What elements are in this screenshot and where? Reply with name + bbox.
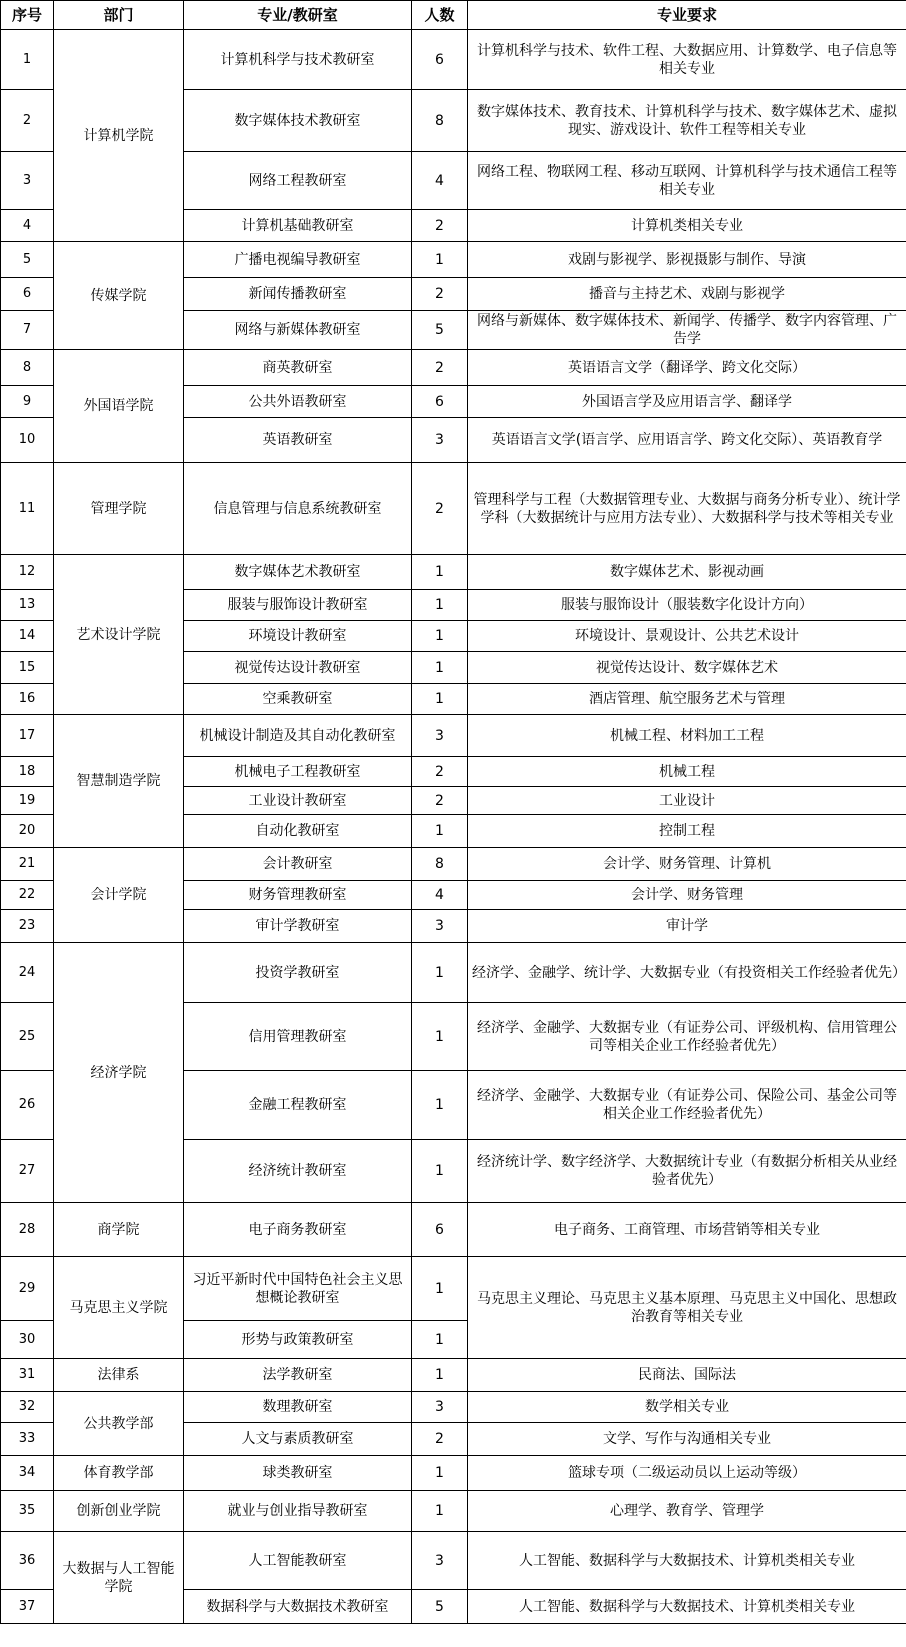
row-seq: 21 (1, 848, 54, 881)
row-room: 数理教研室 (184, 1392, 412, 1423)
row-count: 1 (412, 1456, 468, 1491)
row-req: 工业设计 (468, 787, 906, 815)
row-room: 广播电视编导教研室 (184, 242, 412, 278)
row-seq: 35 (1, 1491, 54, 1532)
row-seq: 14 (1, 621, 54, 652)
row-count: 3 (412, 1532, 468, 1590)
table-row (1, 30, 906, 90)
row-seq: 31 (1, 1359, 54, 1392)
row-seq: 18 (1, 757, 54, 787)
row-seq: 32 (1, 1392, 54, 1423)
row-req: 机械工程、材料加工工程 (468, 715, 906, 757)
table-row (1, 1359, 906, 1392)
row-room: 视觉传达设计教研室 (184, 652, 412, 684)
row-seq: 8 (1, 350, 54, 386)
row-count: 5 (412, 311, 468, 350)
row-count: 2 (412, 1423, 468, 1456)
row-seq: 10 (1, 418, 54, 463)
row-req: 管理科学与工程（大数据管理专业、大数据与商务分析专业）、统计学学科（大数据统计与应用方法专业）、大数据科学与技术等相关专业 (468, 463, 906, 555)
row-dept: 管理学院 (54, 463, 184, 555)
row-room: 计算机基础教研室 (184, 210, 412, 242)
row-room: 投资学教研室 (184, 943, 412, 1003)
row-req: 文学、写作与沟通相关专业 (468, 1423, 906, 1456)
row-seq: 20 (1, 815, 54, 848)
row-count: 2 (412, 787, 468, 815)
row-room: 金融工程教研室 (184, 1071, 412, 1140)
row-dept: 会计学院 (54, 848, 184, 943)
row-count: 1 (412, 590, 468, 621)
table-row (1, 242, 906, 278)
row-count: 1 (412, 943, 468, 1003)
row-seq: 22 (1, 881, 54, 910)
row-count: 6 (412, 30, 468, 90)
row-dept: 外国语学院 (54, 350, 184, 463)
row-req: 英语语言文学(语言学、应用语言学、跨文化交际）、英语教育学 (468, 418, 906, 463)
row-count: 3 (412, 1392, 468, 1423)
row-room: 信息管理与信息系统教研室 (184, 463, 412, 555)
row-seq: 28 (1, 1203, 54, 1257)
row-count: 5 (412, 1590, 468, 1624)
row-room: 球类教研室 (184, 1456, 412, 1491)
row-req: 马克思主义理论、马克思主义基本原理、马克思主义中国化、思想政治教育等相关专业 (468, 1257, 906, 1359)
row-req: 人工智能、数据科学与大数据技术、计算机类相关专业 (468, 1590, 906, 1624)
header-count: 人数 (412, 1, 468, 30)
table-row (1, 715, 906, 757)
row-room: 就业与创业指导教研室 (184, 1491, 412, 1532)
row-req: 电子商务、工商管理、市场营销等相关专业 (468, 1203, 906, 1257)
row-dept: 智慧制造学院 (54, 715, 184, 848)
header-seq: 序号 (1, 1, 54, 30)
row-room: 会计教研室 (184, 848, 412, 881)
row-count: 1 (412, 1003, 468, 1071)
row-room: 财务管理教研室 (184, 881, 412, 910)
row-room: 工业设计教研室 (184, 787, 412, 815)
row-seq: 24 (1, 943, 54, 1003)
row-count: 8 (412, 90, 468, 152)
row-count: 1 (412, 555, 468, 590)
row-room: 网络与新媒体教研室 (184, 311, 412, 350)
row-room: 法学教研室 (184, 1359, 412, 1392)
row-count: 1 (412, 1071, 468, 1140)
row-count: 1 (412, 242, 468, 278)
row-count: 2 (412, 757, 468, 787)
table-row (1, 1392, 906, 1423)
row-room: 电子商务教研室 (184, 1203, 412, 1257)
row-dept: 商学院 (54, 1203, 184, 1257)
row-req: 戏剧与影视学、影视摄影与制作、导演 (468, 242, 906, 278)
row-req: 经济学、金融学、大数据专业（有证券公司、保险公司、基金公司等相关企业工作经验者优先） (468, 1071, 906, 1140)
row-seq: 27 (1, 1140, 54, 1203)
row-req: 人工智能、数据科学与大数据技术、计算机类相关专业 (468, 1532, 906, 1590)
row-dept: 法律系 (54, 1359, 184, 1392)
row-req: 服装与服饰设计（服装数字化设计方向） (468, 590, 906, 621)
row-seq: 33 (1, 1423, 54, 1456)
row-room: 环境设计教研室 (184, 621, 412, 652)
row-req: 审计学 (468, 910, 906, 943)
row-count: 1 (412, 684, 468, 715)
row-count: 1 (412, 815, 468, 848)
row-count: 4 (412, 152, 468, 210)
row-dept: 马克思主义学院 (54, 1257, 184, 1359)
row-req: 英语语言文学（翻译学、跨文化交际） (468, 350, 906, 386)
row-dept: 经济学院 (54, 943, 184, 1203)
row-dept: 创新创业学院 (54, 1491, 184, 1532)
row-seq: 25 (1, 1003, 54, 1071)
row-count: 3 (412, 418, 468, 463)
row-seq: 13 (1, 590, 54, 621)
table-row (1, 1456, 906, 1491)
row-count: 2 (412, 350, 468, 386)
row-req: 外国语言学及应用语言学、翻译学 (468, 386, 906, 418)
row-count: 1 (412, 1491, 468, 1532)
row-count: 1 (412, 1321, 468, 1359)
table-row (1, 1491, 906, 1532)
row-count: 8 (412, 848, 468, 881)
header-dept: 部门 (54, 1, 184, 30)
row-room: 自动化教研室 (184, 815, 412, 848)
table-row (1, 350, 906, 386)
row-seq: 23 (1, 910, 54, 943)
row-room: 英语教研室 (184, 418, 412, 463)
table-row (1, 463, 906, 555)
row-seq: 36 (1, 1532, 54, 1590)
row-dept: 体育教学部 (54, 1456, 184, 1491)
header-req: 专业要求 (468, 1, 906, 30)
row-req: 会计学、财务管理 (468, 881, 906, 910)
row-count: 1 (412, 1359, 468, 1392)
row-req: 机械工程 (468, 757, 906, 787)
row-room: 人文与素质教研室 (184, 1423, 412, 1456)
table-row (1, 943, 906, 1003)
row-seq: 6 (1, 278, 54, 311)
row-req: 计算机科学与技术、软件工程、大数据应用、计算数学、电子信息等相关专业 (468, 30, 906, 90)
row-req: 视觉传达设计、数字媒体艺术 (468, 652, 906, 684)
row-dept: 大数据与人工智能学院 (54, 1532, 184, 1624)
table-row (1, 1203, 906, 1257)
row-req: 经济学、金融学、大数据专业（有证券公司、评级机构、信用管理公司等相关企业工作经验者优先） (468, 1003, 906, 1071)
row-room: 形势与政策教研室 (184, 1321, 412, 1359)
row-count: 1 (412, 621, 468, 652)
row-count: 2 (412, 278, 468, 311)
row-seq: 16 (1, 684, 54, 715)
row-room: 经济统计教研室 (184, 1140, 412, 1203)
row-seq: 2 (1, 90, 54, 152)
row-room: 机械设计制造及其自动化教研室 (184, 715, 412, 757)
row-room: 公共外语教研室 (184, 386, 412, 418)
row-room: 习近平新时代中国特色社会主义思想概论教研室 (184, 1257, 412, 1321)
row-seq: 1 (1, 30, 54, 90)
header-room: 专业/教研室 (184, 1, 412, 30)
table-row (1, 1257, 906, 1321)
row-room: 审计学教研室 (184, 910, 412, 943)
row-room: 计算机科学与技术教研室 (184, 30, 412, 90)
row-req: 篮球专项（二级运动员以上运动等级） (468, 1456, 906, 1491)
row-req: 网络与新媒体、数字媒体技术、新闻学、传播学、数字内容管理、广告学 (468, 311, 906, 350)
row-req: 经济统计学、数字经济学、大数据统计专业（有数据分析相关从业经验者优先） (468, 1140, 906, 1203)
row-count: 2 (412, 463, 468, 555)
row-count: 3 (412, 910, 468, 943)
row-seq: 5 (1, 242, 54, 278)
row-req: 数字媒体艺术、影视动画 (468, 555, 906, 590)
row-room: 新闻传播教研室 (184, 278, 412, 311)
table-row (1, 1532, 906, 1590)
row-req: 经济学、金融学、统计学、大数据专业（有投资相关工作经验者优先） (468, 943, 906, 1003)
row-count: 1 (412, 652, 468, 684)
row-seq: 34 (1, 1456, 54, 1491)
row-room: 服装与服饰设计教研室 (184, 590, 412, 621)
table-row (1, 848, 906, 881)
row-req: 心理学、教育学、管理学 (468, 1491, 906, 1532)
row-seq: 11 (1, 463, 54, 555)
row-req: 民商法、国际法 (468, 1359, 906, 1392)
row-seq: 29 (1, 1257, 54, 1321)
row-room: 空乘教研室 (184, 684, 412, 715)
row-seq: 7 (1, 311, 54, 350)
row-count: 6 (412, 1203, 468, 1257)
row-dept: 艺术设计学院 (54, 555, 184, 715)
row-room: 数字媒体艺术教研室 (184, 555, 412, 590)
row-seq: 15 (1, 652, 54, 684)
row-count: 2 (412, 210, 468, 242)
row-count: 1 (412, 1257, 468, 1321)
row-room: 数字媒体技术教研室 (184, 90, 412, 152)
row-seq: 26 (1, 1071, 54, 1140)
row-dept: 计算机学院 (54, 30, 184, 242)
row-req: 会计学、财务管理、计算机 (468, 848, 906, 881)
row-seq: 9 (1, 386, 54, 418)
row-seq: 12 (1, 555, 54, 590)
row-room: 人工智能教研室 (184, 1532, 412, 1590)
row-dept: 公共教学部 (54, 1392, 184, 1456)
row-req: 播音与主持艺术、戏剧与影视学 (468, 278, 906, 311)
row-room: 机械电子工程教研室 (184, 757, 412, 787)
row-count: 6 (412, 386, 468, 418)
row-seq: 3 (1, 152, 54, 210)
row-room: 商英教研室 (184, 350, 412, 386)
row-count: 1 (412, 1140, 468, 1203)
row-room: 数据科学与大数据技术教研室 (184, 1590, 412, 1624)
row-req: 环境设计、景观设计、公共艺术设计 (468, 621, 906, 652)
row-count: 3 (412, 715, 468, 757)
row-req: 计算机类相关专业 (468, 210, 906, 242)
row-dept: 传媒学院 (54, 242, 184, 350)
row-seq: 4 (1, 210, 54, 242)
row-seq: 17 (1, 715, 54, 757)
row-seq: 19 (1, 787, 54, 815)
row-req: 数字媒体技术、教育技术、计算机科学与技术、数字媒体艺术、虚拟现实、游戏设计、软件工程等相关专业 (468, 90, 906, 152)
row-room: 网络工程教研室 (184, 152, 412, 210)
row-req: 酒店管理、航空服务艺术与管理 (468, 684, 906, 715)
row-seq: 30 (1, 1321, 54, 1359)
row-count: 4 (412, 881, 468, 910)
row-seq: 37 (1, 1590, 54, 1624)
row-req: 数学相关专业 (468, 1392, 906, 1423)
row-room: 信用管理教研室 (184, 1003, 412, 1071)
row-req: 网络工程、物联网工程、移动互联网、计算机科学与技术通信工程等相关专业 (468, 152, 906, 210)
header-row (1, 1, 906, 30)
table-row (1, 555, 906, 590)
row-req: 控制工程 (468, 815, 906, 848)
